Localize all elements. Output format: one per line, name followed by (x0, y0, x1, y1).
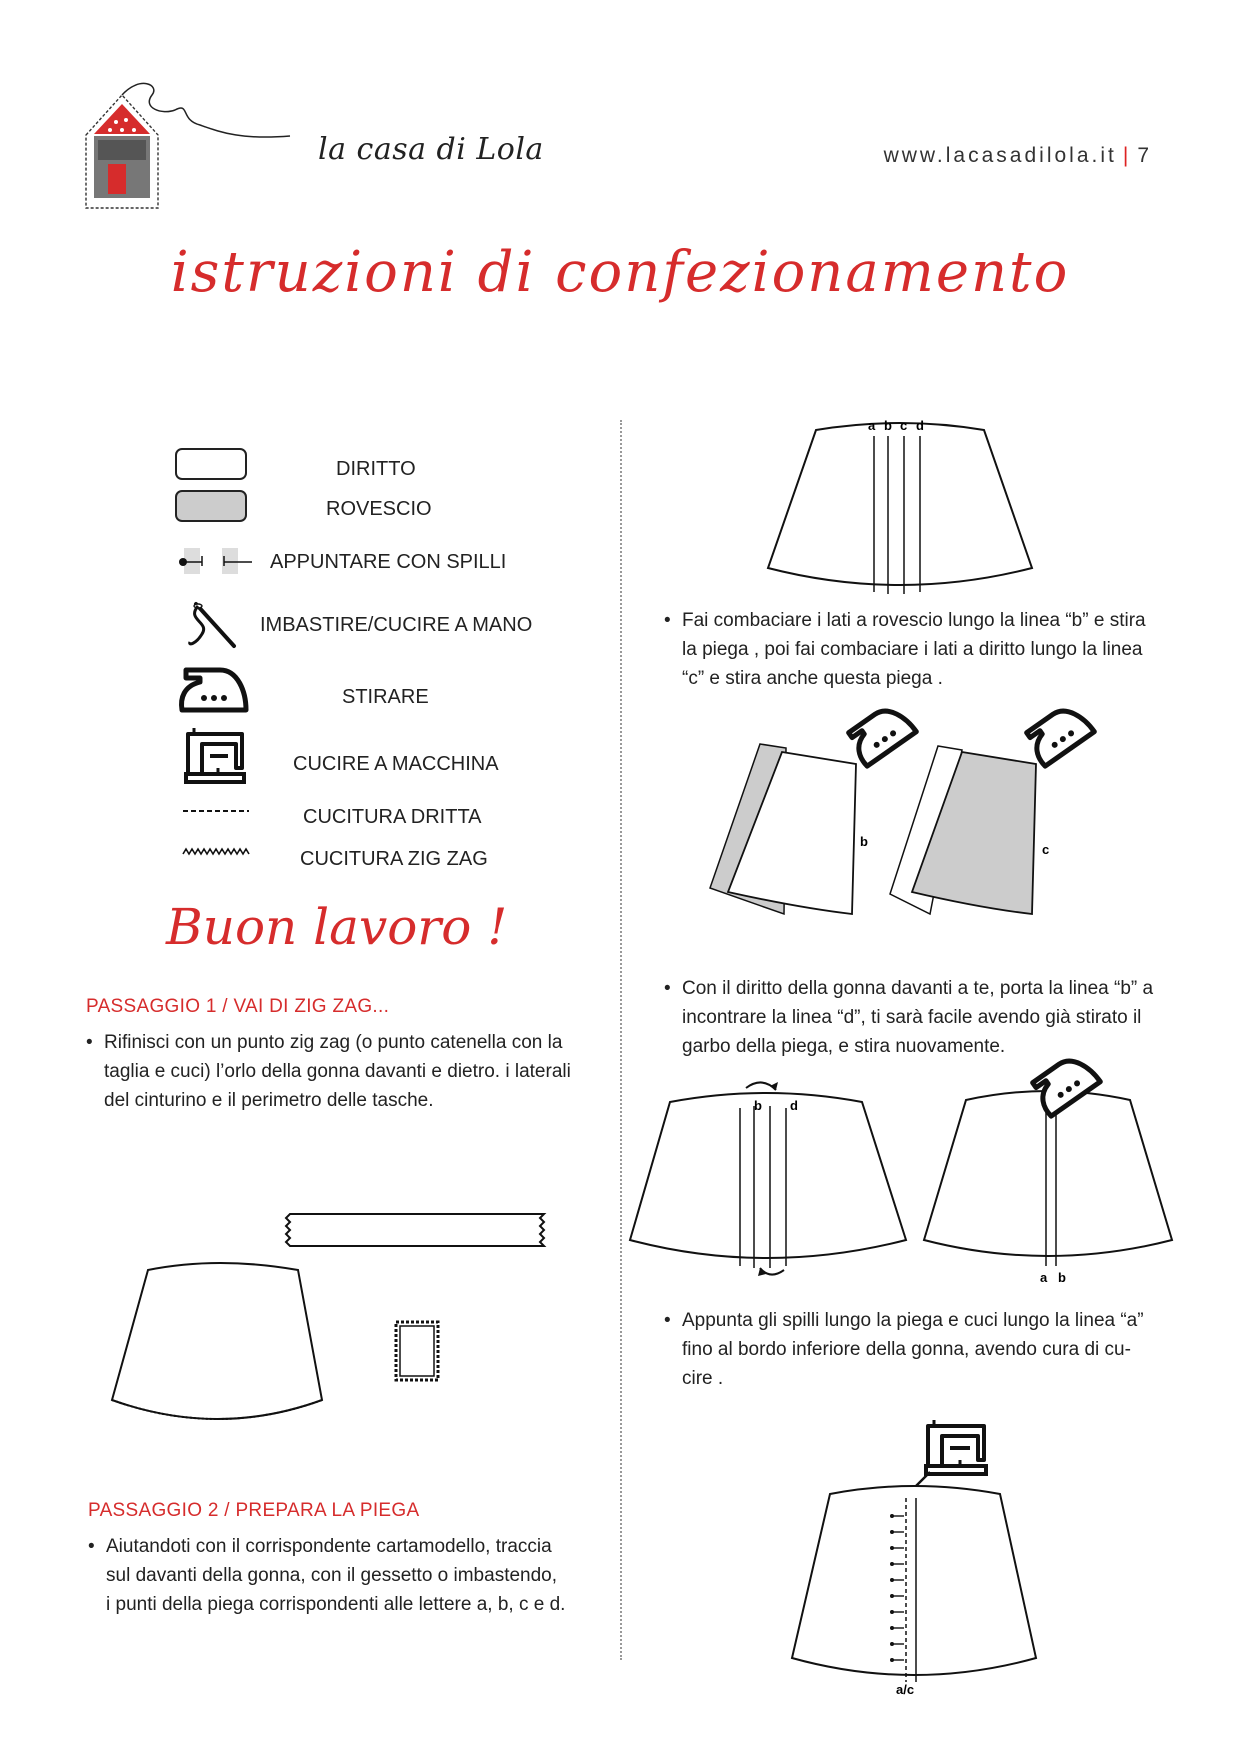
page-number: 7 (1137, 144, 1152, 167)
waistband-diagram (282, 1210, 552, 1250)
legend-label-rovescio: ROVESCIO (326, 498, 432, 520)
website-link[interactable]: www.lacasadilola.it (883, 144, 1117, 167)
legend-label-diritto: DIRITTO (336, 458, 416, 480)
right-para1-line-2: la piega , poi fai combaciare i lati a diritto lungo la linea (682, 639, 1143, 660)
step1-title-prefix: PASSAGGIO 1 / (86, 996, 234, 1017)
step2-title-text: PREPARA LA PIEGA (235, 1500, 420, 1521)
iron-icon (1030, 1056, 1102, 1114)
right-para2-bullet: • (664, 978, 671, 999)
legend-label-iron: STIRARE (342, 686, 429, 708)
step1-line-3: del cinturino e il perimetro delle tasche. (104, 1090, 434, 1111)
step1-line-2: taglia e cuci) l’orlo della gonna davanti e dietro. i laterali (104, 1061, 571, 1082)
step2-bullet: • (88, 1536, 95, 1557)
legend-label-pins: APPUNTARE CON SPILLI (270, 551, 507, 573)
right-para2-line-1: Con il diritto della gonna davanti a te, porta la linea “b” a (682, 978, 1154, 999)
pressed-label-b: b (1058, 1270, 1066, 1285)
right-side-swatch-icon (175, 448, 247, 480)
step1-title-text: VAI DI ZIG ZAG... (233, 996, 390, 1017)
skirt-fold-lines-diagram (760, 418, 1040, 596)
legend-label-zigzag: CUCITURA ZIG ZAG (300, 848, 488, 870)
iron-icon (178, 666, 248, 714)
right-paragraph-3 (664, 1306, 1184, 1393)
pressed-label-a: a (1040, 1270, 1048, 1285)
sew-label-ac: a/c (896, 1682, 915, 1697)
step1-title (86, 996, 389, 1018)
right-paragraph-1 (664, 606, 1184, 693)
house-logo-icon (80, 80, 320, 220)
header-site (884, 144, 1152, 168)
brand-name: la casa di Lola (318, 132, 544, 167)
label-a: a (868, 418, 876, 433)
step2-title-prefix: PASSAGGIO 2 / (88, 1500, 236, 1521)
sewing-machine-icon (184, 728, 246, 786)
right-para1-bullet: • (664, 610, 671, 631)
page-title: istruzioni di confezionamento (170, 240, 1070, 305)
right-para3-line-2: fino al bordo inferiore della gonna, avendo cura di cu- (682, 1339, 1131, 1360)
right-para1-line-3: “c” e stira anche questa piega . (682, 668, 943, 689)
straight-stitch-icon (183, 808, 249, 814)
fold-label-c: c (1042, 842, 1050, 857)
pleat-bring-diagram (626, 1084, 916, 1284)
legend-label-hand-sew: IMBASTIRE/CUCIRE A MANO (260, 614, 533, 636)
right-para3-bullet: • (664, 1310, 671, 1331)
label-d: d (916, 418, 924, 433)
skirt-zigzag-diagram (108, 1260, 328, 1440)
label-b: b (884, 418, 892, 433)
pocket-diagram (392, 1318, 442, 1384)
zigzag-stitch-icon (183, 848, 249, 856)
right-para3-line-3: cire . (682, 1368, 724, 1389)
step1-bullet: • (86, 1032, 93, 1053)
label-c: c (900, 418, 908, 433)
pleat-label-b: b (754, 1098, 762, 1113)
pins-icon (178, 548, 258, 574)
right-para2-line-2: incontrare la linea “d”, ti sarà facile avendo già stirato il (682, 1007, 1142, 1028)
fold-label-b: b (860, 834, 868, 849)
closing-text: Buon lavoro ! (166, 898, 508, 956)
legend-label-straight: CUCITURA DRITTA (303, 806, 482, 828)
step2-line-3: i punti della piega corrispondenti alle lettere a, b, c e d. (106, 1594, 566, 1615)
step2-line-2: sul davanti della gonna, con il gessetto o imbastendo, (106, 1565, 558, 1586)
step2-title (88, 1500, 419, 1522)
right-para2-line-3: garbo della piega, e stira nuovamente. (682, 1036, 1006, 1057)
legend-label-machine: CUCIRE A MACCHINA (293, 753, 499, 775)
step2-paragraph (88, 1532, 608, 1619)
pleat-label-d: d (790, 1098, 798, 1113)
fold-b-diagram (700, 708, 870, 918)
column-divider (620, 420, 622, 1660)
header-separator: | (1122, 144, 1132, 167)
step2-line-1: Aiutandoti con il corrispondente cartamodello, traccia (106, 1536, 552, 1557)
right-paragraph-2 (664, 974, 1184, 1061)
step1-line-1: Rifinisci con un punto zig zag (o punto catenella con la (104, 1032, 563, 1053)
right-para1-line-1: Fai combaciare i lati a rovescio lungo la linea “b” e stira (682, 610, 1146, 631)
skirt-sew-diagram (790, 1486, 1040, 1696)
iron-icon (1024, 706, 1096, 764)
wrong-side-swatch-icon (175, 490, 247, 522)
needle-thread-icon (184, 598, 240, 650)
right-para3-line-1: Appunta gli spilli lungo la piega e cuci lungo la linea “a” (682, 1310, 1144, 1331)
step1-paragraph (86, 1028, 606, 1115)
